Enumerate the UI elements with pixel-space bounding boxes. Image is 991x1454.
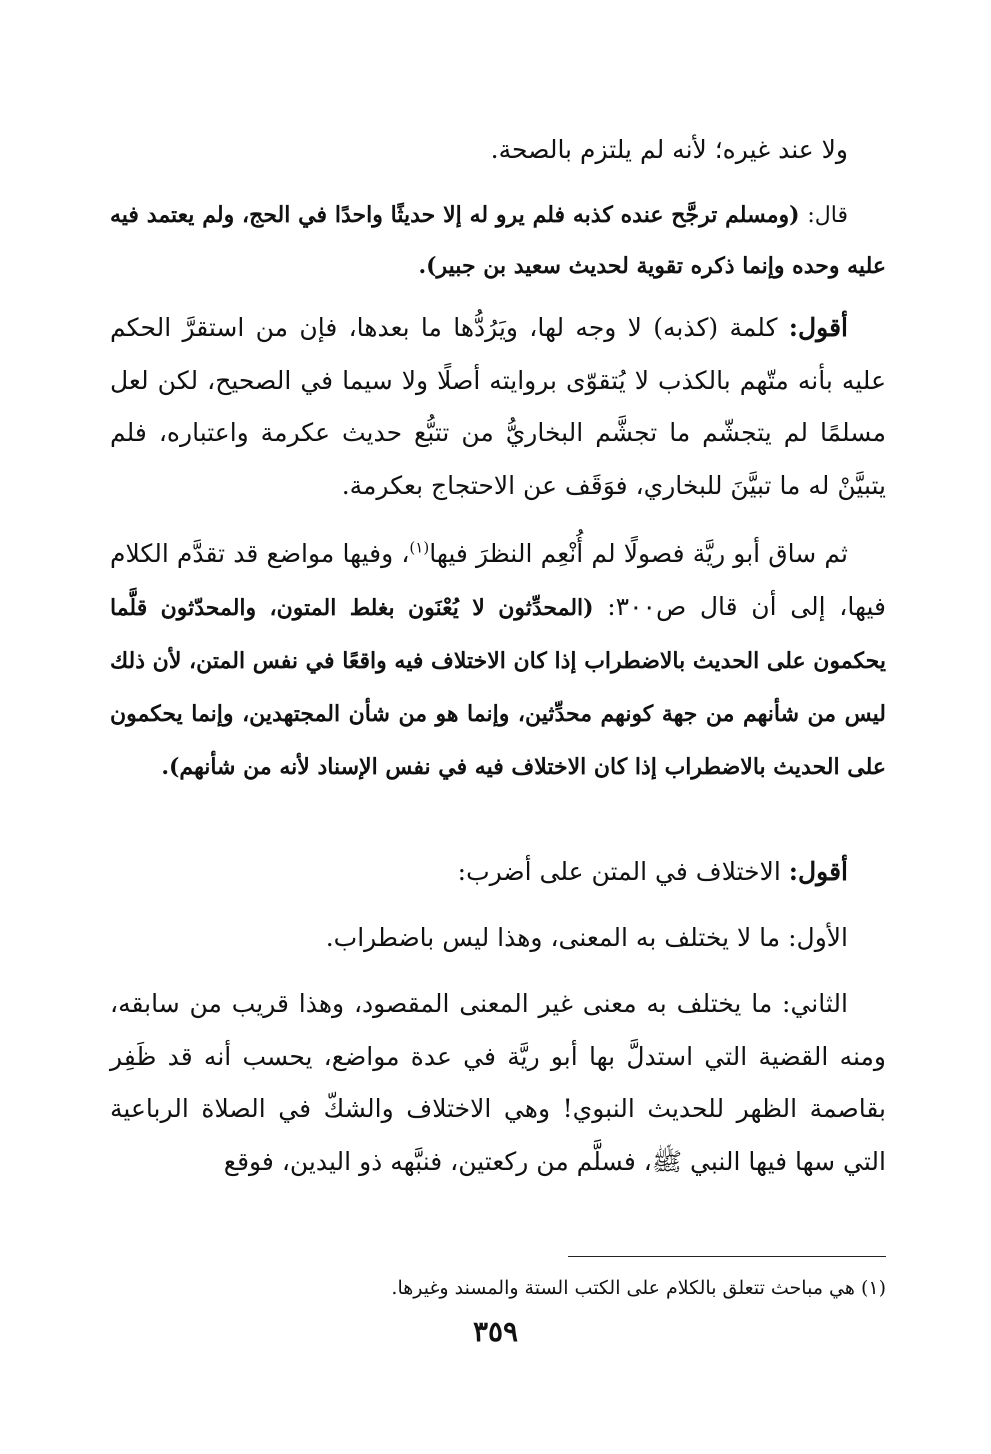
quote-label-qal: قال: — [807, 203, 848, 228]
paragraph-3-text: كلمة (كذبه) لا وجه لها، ويَرُدُّها ما بعدها، فإن من استقرَّ الحكم عليه بأنه متّهم بالكذب لا يُتقوّى بروايته أصلًا ولا سيما في الصحيح، لكن لعل مسلمًا لم يتجشّم ما تجشَّم البخاريُّ من تتبُّع حديث عكرمة واعتباره، فلم يتبيَّنْ له ما تبيَّنَ للبخاري، فوَقَف عن الاحتجاج بعكرمة. — [110, 313, 886, 500]
paragraph-7: الثاني: ما يختلف به معنى غير المعنى المقصود، وهذا قريب من سابقه، ومنه القضية التي استدلَّ بها أبو ريَّة في عدة مواضع، يحسب أنه قد ظَفِر بقاصمة الظهر للحديث النبوي! وهي الاختلاف والشكّ في الصلاة الرباعية التي سها فيها النبي ﷺ، فسلَّم من ركعتين، فنبَّهه ذو اليدين، فوقع — [110, 989, 886, 1176]
paragraph-3 — [110, 302, 886, 512]
footnote-reference[interactable]: (١) — [409, 538, 430, 557]
quote-text-1: (ومسلم ترجَّح عنده كذبه فلم يرو له إلا حديثًا واحدًا في الحج، ولم يعتمد فيه عليه وحده وإنما ذكره تقوية لحديث سعيد بن جبير). — [110, 202, 886, 279]
paragraph-1: ولا عند غيره؛ لأنه لم يلتزم بالصحة. — [490, 135, 848, 164]
label-aqool-2: أقول: — [788, 857, 848, 886]
footnote — [110, 1270, 886, 1306]
footnote-text: هي مباحث تتعلق بالكلام على الكتب الستة والمسند وغيرها. — [391, 1277, 861, 1299]
label-aqool-1: أقول: — [788, 313, 848, 342]
paragraph-4 — [110, 528, 886, 793]
footnote-divider — [568, 1256, 886, 1257]
footnote-marker: (١) — [860, 1277, 886, 1299]
paragraph-4-intro: ثم ساق أبو ريَّة فصولًا لم أُنْعِم النظرَ فيها — [429, 539, 849, 568]
paragraph-6: الأول: ما لا يختلف به المعنى، وهذا ليس باضطراب. — [325, 923, 848, 952]
paragraph-4-continuation: ، وفيها مواضع قد تقدَّم الكلام فيها، إلى أن قال ص٣٠٠: — [110, 539, 886, 621]
paragraph-5 — [110, 846, 886, 899]
quote-text-2: (المحدِّثون لا يُعْنَون بغلط المتون، والمحدّثون قلَّما يحكمون على الحديث بالاضطراب إذا كان الاختلاف فيه واقعًا في نفس المتن، لأن ذلك ليس من شأنهم من جهة كونهم محدِّثين، وإنما هو من شأن المجتهدين، وإنما يحكمون على الحديث بالاضطراب إذا كان الاختلاف فيه في نفس الإسناد لأنه من شأنهم). — [109, 594, 886, 780]
paragraph-5-text: الاختلاف في المتن على أضرب: — [457, 857, 789, 886]
page-number: ٣٥٩ — [472, 1315, 519, 1348]
paragraph-2-quote — [110, 190, 886, 292]
